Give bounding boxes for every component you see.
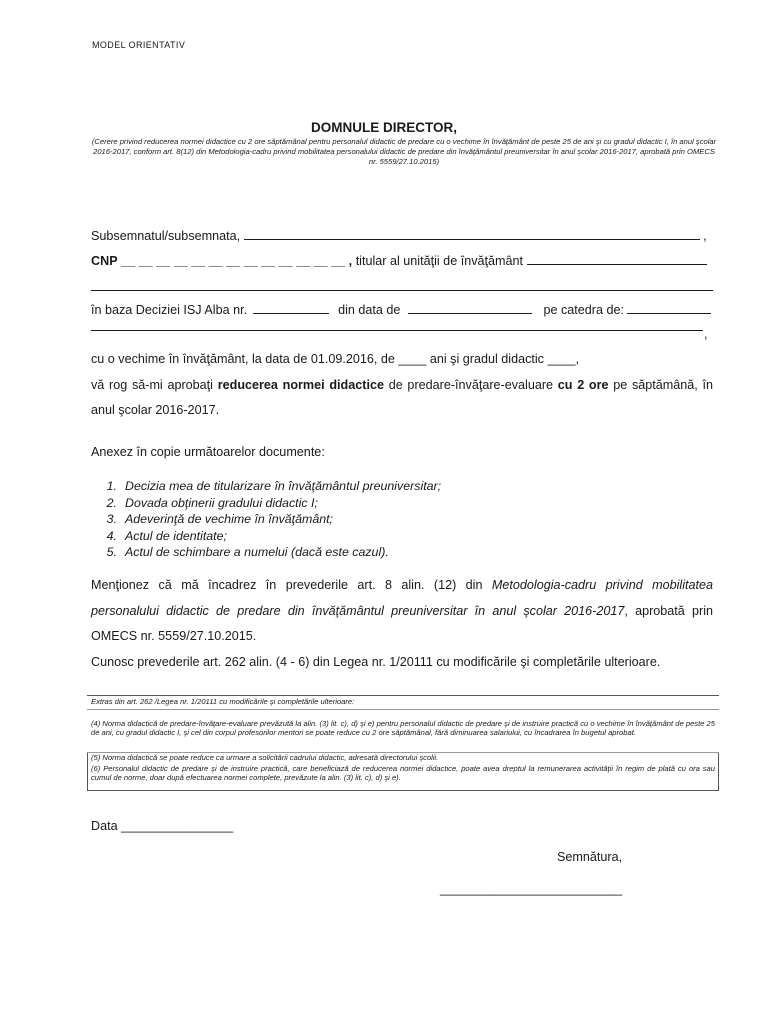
document-title: DOMNULE DIRECTOR,: [310, 120, 457, 135]
statement-line-3: OMECS nr. 5559/27.10.2015.: [91, 629, 257, 643]
extract-heading: Extras din art. 262 /Legea nr. 1/20111 cu modificările şi completările ulterioare:: [91, 697, 355, 706]
cnp-label: CNP: [91, 254, 118, 268]
decision-date-field[interactable]: [408, 302, 532, 314]
list-item: 3. Adeverinţă de vechime în învăţământ;: [106, 512, 334, 526]
request-text-1: vă rog să-mi aprobaţi: [91, 378, 213, 392]
statement-line-4: Cunosc prevederile art. 262 alin. (4 - 6) din Legea nr. 1/20111 cu modificările şi completările ulterioare.: [91, 655, 661, 669]
chair-field[interactable]: [627, 302, 711, 314]
statement-line-2: personalului didactic de predare din învăţământul preuniversitar în anul şcolar 2016-2017, aprobată prin: [91, 604, 714, 618]
chair-comma: ,: [704, 327, 708, 341]
extract-paragraph-4: (4) Norma didactică de predare-învăţare-evaluare prevăzută la alin. (3) lit. c), d) şi e) pentru personalul didactic de predare şi de instruire practică cu o vechime în învăţământ de peste 25 de ani, cu gradul didactic I, şi cel din corpul profesorilor mentori se poate reduce cu 2 ore săptămânal, fără diminuarea salariului, cu încadrarea în bugetul aprobat.: [91, 719, 715, 737]
request-line-2: anul şcolar 2016-2017.: [91, 403, 220, 417]
chair-label: pe catedra de:: [543, 303, 624, 317]
date-field[interactable]: Data ________________: [91, 819, 234, 833]
decision-number-field[interactable]: [253, 302, 329, 314]
list-item: 4. Actul de identitate;: [106, 528, 227, 543]
decision-date-label: din data de: [338, 303, 401, 317]
request-bold-2: cu 2 ore: [557, 378, 609, 392]
unit-label: titular al unităţii de învăţământ: [355, 254, 523, 268]
document-tag: MODEL ORIENTATIV: [92, 40, 186, 50]
decision-line: [91, 302, 711, 317]
request-text-2: de predare-învăţare-evaluare: [388, 378, 554, 392]
unit-field[interactable]: [527, 253, 707, 265]
name-line: [91, 228, 707, 243]
annex-list: [91, 479, 441, 562]
request-bold-1: reducerea normei didactice: [217, 378, 384, 392]
signature-label: Semnătura,: [557, 850, 623, 864]
document-subtitle: (Cerere privind reducerea normei didactice cu 2 ore săptămânal pentru personalul didactic de predare cu o vechime în învăţământ de peste 25 de ani şi cu gradul didactic I, în anul şcolar 2016-2017, conform art. 8(12) din Metodologia-cadru privind mobilitatea personalului didactic de predare din învăţământul preuniversitar în anul şcolar 2016-2017, aprobată prin OMECS nr. 5559/27.10.2015): [91, 137, 717, 166]
name-label: Subsemnatul/subsemnata,: [91, 229, 241, 243]
decision-label: în baza Deciziei ISJ Alba nr.: [91, 303, 248, 317]
unit-field-continuation[interactable]: [91, 290, 713, 291]
law-extract-box: [87, 695, 719, 791]
name-comma: ,: [703, 229, 707, 243]
annex-intro: Anexez în copie următoarelor documente:: [91, 445, 325, 459]
cnp-line: [91, 253, 707, 268]
list-item: 1. Decizia mea de titularizare în învăţământul preuniversitar;: [106, 479, 442, 493]
statement-line-1: Menţionez că mă încadrez în prevederile art. 8 alin. (12) din Metodologia-cadru privind mobilitatea: [91, 578, 713, 592]
signature-field[interactable]: __________________________: [440, 882, 623, 896]
request-text-3: pe săptămână, în: [613, 378, 714, 392]
request-line: [91, 378, 713, 392]
name-field[interactable]: [244, 228, 700, 240]
list-item: 5. Actul de schimbare a numelui (dacă este cazul).: [106, 545, 389, 559]
extract-paragraph-5: (5) Norma didactică se poate reduce ca urmare a solicitării cadrului didactic, adresată directorului şcolii.: [91, 753, 439, 762]
chair-field-continuation[interactable]: [91, 330, 703, 331]
list-item: 2. Dovada obţinerii gradului didactic I;: [106, 495, 318, 510]
cnp-field[interactable]: __ __ __ __ __ __ __ __ __ __ __ __ __ ,: [121, 254, 353, 268]
extract-paragraph-6: (6) Personalul didactic de predare şi de instruire practică, care beneficiază de reducerea normei didactice, poate avea dreptul la remunerarea activităţii în regim de plată cu ora sau cumul de norme, doar după efectuarea normei complete, prevăzute la alin. (3) lit. c), d) şi e).: [91, 764, 715, 782]
seniority-line: cu o vechime în învăţământ, la data de 01.09.2016, de ____ ani şi gradul didactic ____,: [91, 352, 579, 366]
